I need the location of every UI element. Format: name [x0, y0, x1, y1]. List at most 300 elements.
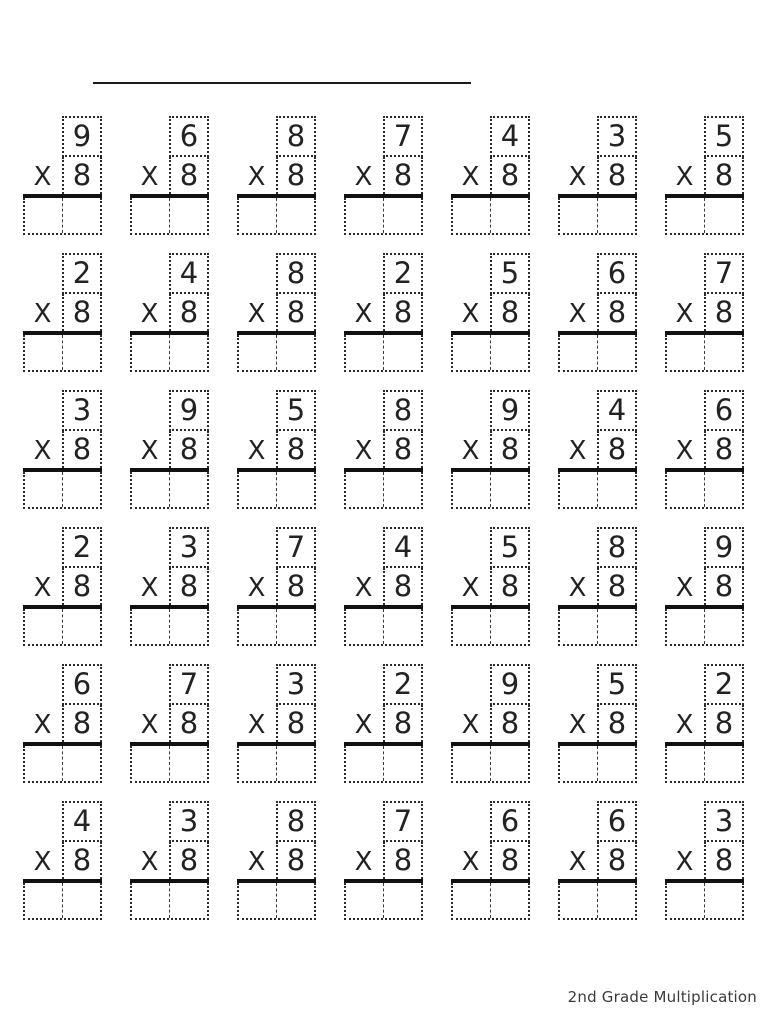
- multiply-sign: X: [247, 710, 266, 740]
- multiplier-value: 8: [179, 569, 199, 603]
- answer-row: [451, 472, 530, 509]
- answer-cell-tens[interactable]: [453, 335, 491, 370]
- multiplicand-box: [704, 801, 744, 842]
- problem: [344, 253, 423, 372]
- answer-cell-tens[interactable]: [239, 883, 277, 918]
- answer-cell-ones[interactable]: [598, 335, 635, 370]
- multiplier-value: 8: [179, 432, 199, 466]
- multiplier-box: [62, 294, 102, 331]
- problem: [237, 390, 316, 509]
- multiplier-value: 8: [714, 158, 734, 192]
- multiplier-value: 8: [607, 706, 627, 740]
- multiplicand-value: 5: [286, 393, 306, 427]
- answer-row: [237, 746, 316, 783]
- problem: [130, 116, 209, 235]
- multiply-sign: X: [568, 436, 587, 466]
- answer-row: [558, 746, 637, 783]
- multiplicand-value: 7: [179, 667, 199, 701]
- multiplicand-box: [490, 116, 530, 157]
- multiplicand-value: 5: [607, 667, 627, 701]
- multiplier-value: 8: [179, 158, 199, 192]
- multiplier-box: [276, 157, 316, 194]
- multiply-sign: X: [568, 710, 587, 740]
- answer-cell-ones[interactable]: [170, 335, 207, 370]
- answer-cell-tens[interactable]: [667, 746, 705, 781]
- multiplicand-box: [597, 253, 637, 294]
- answer-row: [130, 472, 209, 509]
- multiplier-value: 8: [393, 295, 413, 329]
- multiplicand-box: [597, 390, 637, 431]
- problem: [130, 390, 209, 509]
- answer-cell-tens[interactable]: [667, 609, 705, 644]
- answer-row: [665, 746, 744, 783]
- answer-cell-tens[interactable]: [132, 883, 170, 918]
- multiply-sign: X: [33, 573, 52, 603]
- answer-cell-ones[interactable]: [277, 335, 314, 370]
- answer-cell-tens[interactable]: [560, 746, 598, 781]
- answer-cell-tens[interactable]: [346, 198, 384, 233]
- multiplicand-value: 7: [286, 530, 306, 564]
- answer-row: [344, 883, 423, 920]
- multiplicand-box: [704, 253, 744, 294]
- problem: [451, 664, 530, 783]
- answer-row: [23, 472, 102, 509]
- answer-cell-ones[interactable]: [63, 198, 100, 233]
- multiplier-box: [62, 157, 102, 194]
- multiplier-value: 8: [286, 843, 306, 877]
- multiplicand-box: [490, 253, 530, 294]
- multiplier-value: 8: [607, 569, 627, 603]
- multiplicand-value: 4: [72, 804, 92, 838]
- multiplicand-box: [169, 390, 209, 431]
- multiplier-box: [597, 842, 637, 879]
- multiply-sign: X: [140, 710, 159, 740]
- problem: [130, 527, 209, 646]
- answer-cell-tens[interactable]: [667, 883, 705, 918]
- multiplicand-box: [704, 527, 744, 568]
- multiplicand-value: 2: [393, 667, 413, 701]
- multiplicand-box: [276, 527, 316, 568]
- multiplicand-box: [383, 253, 423, 294]
- answer-cell-tens[interactable]: [560, 472, 598, 507]
- multiply-sign: X: [140, 299, 159, 329]
- multiply-sign: X: [354, 299, 373, 329]
- multiplicand-value: 3: [286, 667, 306, 701]
- answer-cell-ones[interactable]: [491, 746, 528, 781]
- answer-row: [451, 746, 530, 783]
- answer-cell-tens[interactable]: [25, 472, 63, 507]
- multiplicand-value: 6: [714, 393, 734, 427]
- answer-cell-tens[interactable]: [25, 883, 63, 918]
- multiplier-box: [383, 294, 423, 331]
- multiplicand-box: [276, 390, 316, 431]
- multiplicand-box: [490, 390, 530, 431]
- answer-cell-tens[interactable]: [667, 198, 705, 233]
- multiplier-box: [169, 294, 209, 331]
- answer-row: [558, 609, 637, 646]
- multiplicand-box: [383, 527, 423, 568]
- answer-cell-ones[interactable]: [63, 472, 100, 507]
- multiplier-box: [383, 705, 423, 742]
- problem: [23, 801, 102, 920]
- multiply-sign: X: [247, 436, 266, 466]
- multiplicand-value: 6: [607, 256, 627, 290]
- multiplicand-box: [490, 664, 530, 705]
- answer-cell-ones[interactable]: [491, 335, 528, 370]
- multiplicand-box: [62, 801, 102, 842]
- answer-cell-ones[interactable]: [384, 198, 421, 233]
- multiplier-value: 8: [179, 706, 199, 740]
- multiplier-box: [276, 568, 316, 605]
- problem: [558, 664, 637, 783]
- problem: [23, 527, 102, 646]
- answer-cell-tens[interactable]: [132, 198, 170, 233]
- answer-row: [237, 609, 316, 646]
- multiplicand-value: 3: [714, 804, 734, 838]
- multiply-sign: X: [461, 436, 480, 466]
- multiplier-box: [62, 568, 102, 605]
- multiplier-value: 8: [714, 843, 734, 877]
- multiplicand-box: [704, 664, 744, 705]
- answer-row: [665, 335, 744, 372]
- answer-row: [237, 472, 316, 509]
- problem: [237, 801, 316, 920]
- answer-cell-ones[interactable]: [598, 198, 635, 233]
- multiply-sign: X: [354, 162, 373, 192]
- multiplicand-box: [62, 527, 102, 568]
- answer-cell-tens[interactable]: [667, 472, 705, 507]
- multiplier-box: [704, 294, 744, 331]
- multiplier-box: [490, 842, 530, 879]
- answer-cell-ones[interactable]: [170, 609, 207, 644]
- multiplicand-value: 3: [179, 530, 199, 564]
- answer-cell-ones[interactable]: [170, 883, 207, 918]
- multiplier-box: [276, 705, 316, 742]
- multiplier-box: [169, 705, 209, 742]
- multiplier-value: 8: [72, 432, 92, 466]
- answer-cell-ones[interactable]: [277, 609, 314, 644]
- answer-cell-tens[interactable]: [453, 198, 491, 233]
- multiplier-value: 8: [500, 569, 520, 603]
- multiply-sign: X: [33, 299, 52, 329]
- multiplier-value: 8: [72, 569, 92, 603]
- multiplier-value: 8: [286, 706, 306, 740]
- answer-row: [130, 335, 209, 372]
- multiplier-value: 8: [500, 432, 520, 466]
- multiplier-value: 8: [500, 158, 520, 192]
- multiplier-value: 8: [607, 295, 627, 329]
- multiplicand-box: [276, 801, 316, 842]
- multiplicand-value: 6: [72, 667, 92, 701]
- multiply-sign: X: [140, 573, 159, 603]
- answer-cell-ones[interactable]: [63, 883, 100, 918]
- answer-cell-tens[interactable]: [239, 472, 277, 507]
- problem: [451, 801, 530, 920]
- multiplicand-box: [597, 527, 637, 568]
- problem: [344, 527, 423, 646]
- answer-cell-tens[interactable]: [132, 746, 170, 781]
- multiplicand-box: [383, 801, 423, 842]
- multiplicand-box: [169, 116, 209, 157]
- multiply-sign: X: [33, 847, 52, 877]
- multiplier-value: 8: [393, 569, 413, 603]
- problem: [665, 801, 744, 920]
- multiply-sign: X: [675, 710, 694, 740]
- answer-cell-ones[interactable]: [170, 746, 207, 781]
- answer-row: [665, 472, 744, 509]
- multiply-sign: X: [461, 847, 480, 877]
- name-line[interactable]: [93, 82, 471, 84]
- answer-cell-tens[interactable]: [132, 335, 170, 370]
- multiplier-box: [704, 157, 744, 194]
- multiply-sign: X: [568, 162, 587, 192]
- answer-cell-ones[interactable]: [384, 472, 421, 507]
- multiplier-value: 8: [607, 158, 627, 192]
- answer-cell-tens[interactable]: [25, 746, 63, 781]
- answer-cell-ones[interactable]: [705, 746, 742, 781]
- multiply-sign: X: [247, 847, 266, 877]
- multiplier-box: [490, 568, 530, 605]
- multiply-sign: X: [461, 710, 480, 740]
- multiplier-value: 8: [393, 706, 413, 740]
- multiplicand-value: 7: [714, 256, 734, 290]
- problem: [237, 253, 316, 372]
- multiplier-box: [490, 431, 530, 468]
- multiplier-box: [169, 431, 209, 468]
- multiply-sign: X: [675, 162, 694, 192]
- multiplicand-box: [276, 664, 316, 705]
- answer-cell-tens[interactable]: [132, 472, 170, 507]
- multiplier-value: 8: [286, 432, 306, 466]
- answer-cell-ones[interactable]: [170, 472, 207, 507]
- multiplicand-value: 4: [500, 119, 520, 153]
- answer-cell-tens[interactable]: [560, 198, 598, 233]
- multiplicand-value: 5: [500, 530, 520, 564]
- multiplicand-box: [276, 116, 316, 157]
- multiplier-box: [597, 705, 637, 742]
- multiplicand-value: 6: [179, 119, 199, 153]
- answer-cell-tens[interactable]: [453, 746, 491, 781]
- answer-cell-ones[interactable]: [384, 746, 421, 781]
- multiplier-box: [383, 157, 423, 194]
- multiplier-box: [276, 431, 316, 468]
- multiplicand-value: 7: [393, 119, 413, 153]
- multiplier-box: [383, 431, 423, 468]
- multiplier-value: 8: [393, 158, 413, 192]
- answer-row: [23, 198, 102, 235]
- multiplier-value: 8: [72, 706, 92, 740]
- answer-cell-tens[interactable]: [667, 335, 705, 370]
- answer-cell-ones[interactable]: [277, 198, 314, 233]
- answer-cell-ones[interactable]: [598, 746, 635, 781]
- answer-cell-tens[interactable]: [239, 609, 277, 644]
- multiplicand-value: 8: [286, 119, 306, 153]
- multiplier-box: [383, 568, 423, 605]
- answer-row: [237, 883, 316, 920]
- answer-cell-tens[interactable]: [25, 335, 63, 370]
- multiply-sign: X: [675, 847, 694, 877]
- answer-cell-tens[interactable]: [453, 609, 491, 644]
- multiplicand-box: [597, 801, 637, 842]
- multiplicand-value: 6: [500, 804, 520, 838]
- answer-cell-ones[interactable]: [705, 883, 742, 918]
- answer-cell-tens[interactable]: [25, 198, 63, 233]
- answer-row: [344, 335, 423, 372]
- multiply-sign: X: [675, 299, 694, 329]
- multiply-sign: X: [33, 162, 52, 192]
- multiplier-value: 8: [714, 432, 734, 466]
- multiplicand-box: [383, 390, 423, 431]
- answer-row: [558, 198, 637, 235]
- problem: [23, 116, 102, 235]
- multiplier-box: [490, 157, 530, 194]
- answer-cell-tens[interactable]: [346, 472, 384, 507]
- answer-cell-ones[interactable]: [598, 472, 635, 507]
- multiplier-value: 8: [500, 843, 520, 877]
- multiplier-box: [490, 705, 530, 742]
- multiplicand-box: [62, 664, 102, 705]
- multiply-sign: X: [33, 710, 52, 740]
- answer-cell-tens[interactable]: [239, 746, 277, 781]
- problem: [237, 664, 316, 783]
- answer-row: [451, 198, 530, 235]
- answer-row: [451, 609, 530, 646]
- multiply-sign: X: [140, 162, 159, 192]
- multiplicand-value: 2: [393, 256, 413, 290]
- answer-cell-ones[interactable]: [384, 883, 421, 918]
- answer-row: [344, 609, 423, 646]
- problem: [558, 390, 637, 509]
- answer-row: [451, 883, 530, 920]
- answer-row: [237, 335, 316, 372]
- problem: [237, 116, 316, 235]
- multiplicand-value: 9: [500, 667, 520, 701]
- problem: [665, 664, 744, 783]
- multiply-sign: X: [247, 162, 266, 192]
- answer-cell-tens[interactable]: [560, 609, 598, 644]
- answer-cell-ones[interactable]: [63, 746, 100, 781]
- answer-cell-ones[interactable]: [277, 883, 314, 918]
- problem: [665, 527, 744, 646]
- multiply-sign: X: [461, 162, 480, 192]
- multiplier-value: 8: [179, 295, 199, 329]
- answer-cell-tens[interactable]: [560, 335, 598, 370]
- answer-row: [23, 746, 102, 783]
- problem: [130, 664, 209, 783]
- multiplier-box: [276, 842, 316, 879]
- multiplier-box: [62, 842, 102, 879]
- answer-cell-ones[interactable]: [598, 883, 635, 918]
- answer-cell-ones[interactable]: [705, 472, 742, 507]
- answer-cell-tens[interactable]: [346, 335, 384, 370]
- answer-cell-tens[interactable]: [346, 883, 384, 918]
- answer-row: [130, 609, 209, 646]
- answer-cell-tens[interactable]: [132, 609, 170, 644]
- multiplier-box: [169, 842, 209, 879]
- multiply-sign: X: [568, 573, 587, 603]
- answer-cell-ones[interactable]: [277, 472, 314, 507]
- answer-cell-tens[interactable]: [239, 198, 277, 233]
- multiplicand-value: 8: [607, 530, 627, 564]
- problem: [344, 116, 423, 235]
- problem: [23, 664, 102, 783]
- answer-cell-ones[interactable]: [277, 746, 314, 781]
- answer-cell-tens[interactable]: [453, 883, 491, 918]
- answer-cell-ones[interactable]: [384, 335, 421, 370]
- problem: [451, 253, 530, 372]
- answer-cell-tens[interactable]: [25, 609, 63, 644]
- problem: [344, 390, 423, 509]
- multiplicand-box: [597, 664, 637, 705]
- answer-cell-tens[interactable]: [560, 883, 598, 918]
- multiplicand-value: 5: [500, 256, 520, 290]
- multiplicand-box: [490, 527, 530, 568]
- problem: [558, 253, 637, 372]
- multiplicand-value: 4: [393, 530, 413, 564]
- multiplicand-value: 5: [714, 119, 734, 153]
- multiplicand-value: 2: [72, 256, 92, 290]
- answer-cell-tens[interactable]: [453, 472, 491, 507]
- multiplicand-value: 8: [286, 256, 306, 290]
- multiplicand-box: [62, 116, 102, 157]
- multiply-sign: X: [354, 436, 373, 466]
- answer-cell-tens[interactable]: [346, 609, 384, 644]
- multiply-sign: X: [354, 847, 373, 877]
- answer-cell-ones[interactable]: [705, 198, 742, 233]
- problem: [558, 801, 637, 920]
- multiplier-box: [704, 705, 744, 742]
- answer-cell-tens[interactable]: [239, 335, 277, 370]
- multiplier-box: [62, 705, 102, 742]
- multiplicand-value: 9: [72, 119, 92, 153]
- answer-cell-ones[interactable]: [491, 609, 528, 644]
- multiplier-box: [383, 842, 423, 879]
- multiplicand-value: 3: [607, 119, 627, 153]
- answer-cell-ones[interactable]: [384, 609, 421, 644]
- answer-row: [558, 883, 637, 920]
- answer-cell-ones[interactable]: [705, 335, 742, 370]
- answer-row: [23, 609, 102, 646]
- answer-cell-ones[interactable]: [491, 472, 528, 507]
- answer-cell-ones[interactable]: [491, 198, 528, 233]
- answer-cell-ones[interactable]: [170, 198, 207, 233]
- footer-title: 2nd Grade Multiplication: [567, 988, 757, 1006]
- multiplicand-box: [62, 390, 102, 431]
- answer-cell-ones[interactable]: [491, 883, 528, 918]
- answer-row: [665, 883, 744, 920]
- multiplicand-box: [597, 116, 637, 157]
- answer-cell-ones[interactable]: [705, 609, 742, 644]
- multiplicand-value: 4: [179, 256, 199, 290]
- problems-grid: [23, 116, 744, 920]
- answer-row: [130, 746, 209, 783]
- multiplier-box: [276, 294, 316, 331]
- multiply-sign: X: [461, 299, 480, 329]
- answer-cell-ones[interactable]: [63, 335, 100, 370]
- problem: [451, 390, 530, 509]
- answer-cell-ones[interactable]: [598, 609, 635, 644]
- multiplier-value: 8: [607, 843, 627, 877]
- answer-cell-tens[interactable]: [346, 746, 384, 781]
- answer-cell-ones[interactable]: [63, 609, 100, 644]
- multiplier-box: [169, 568, 209, 605]
- problem: [237, 527, 316, 646]
- answer-row: [237, 198, 316, 235]
- multiplicand-box: [383, 664, 423, 705]
- multiplier-value: 8: [72, 843, 92, 877]
- multiply-sign: X: [675, 573, 694, 603]
- multiplier-value: 8: [393, 843, 413, 877]
